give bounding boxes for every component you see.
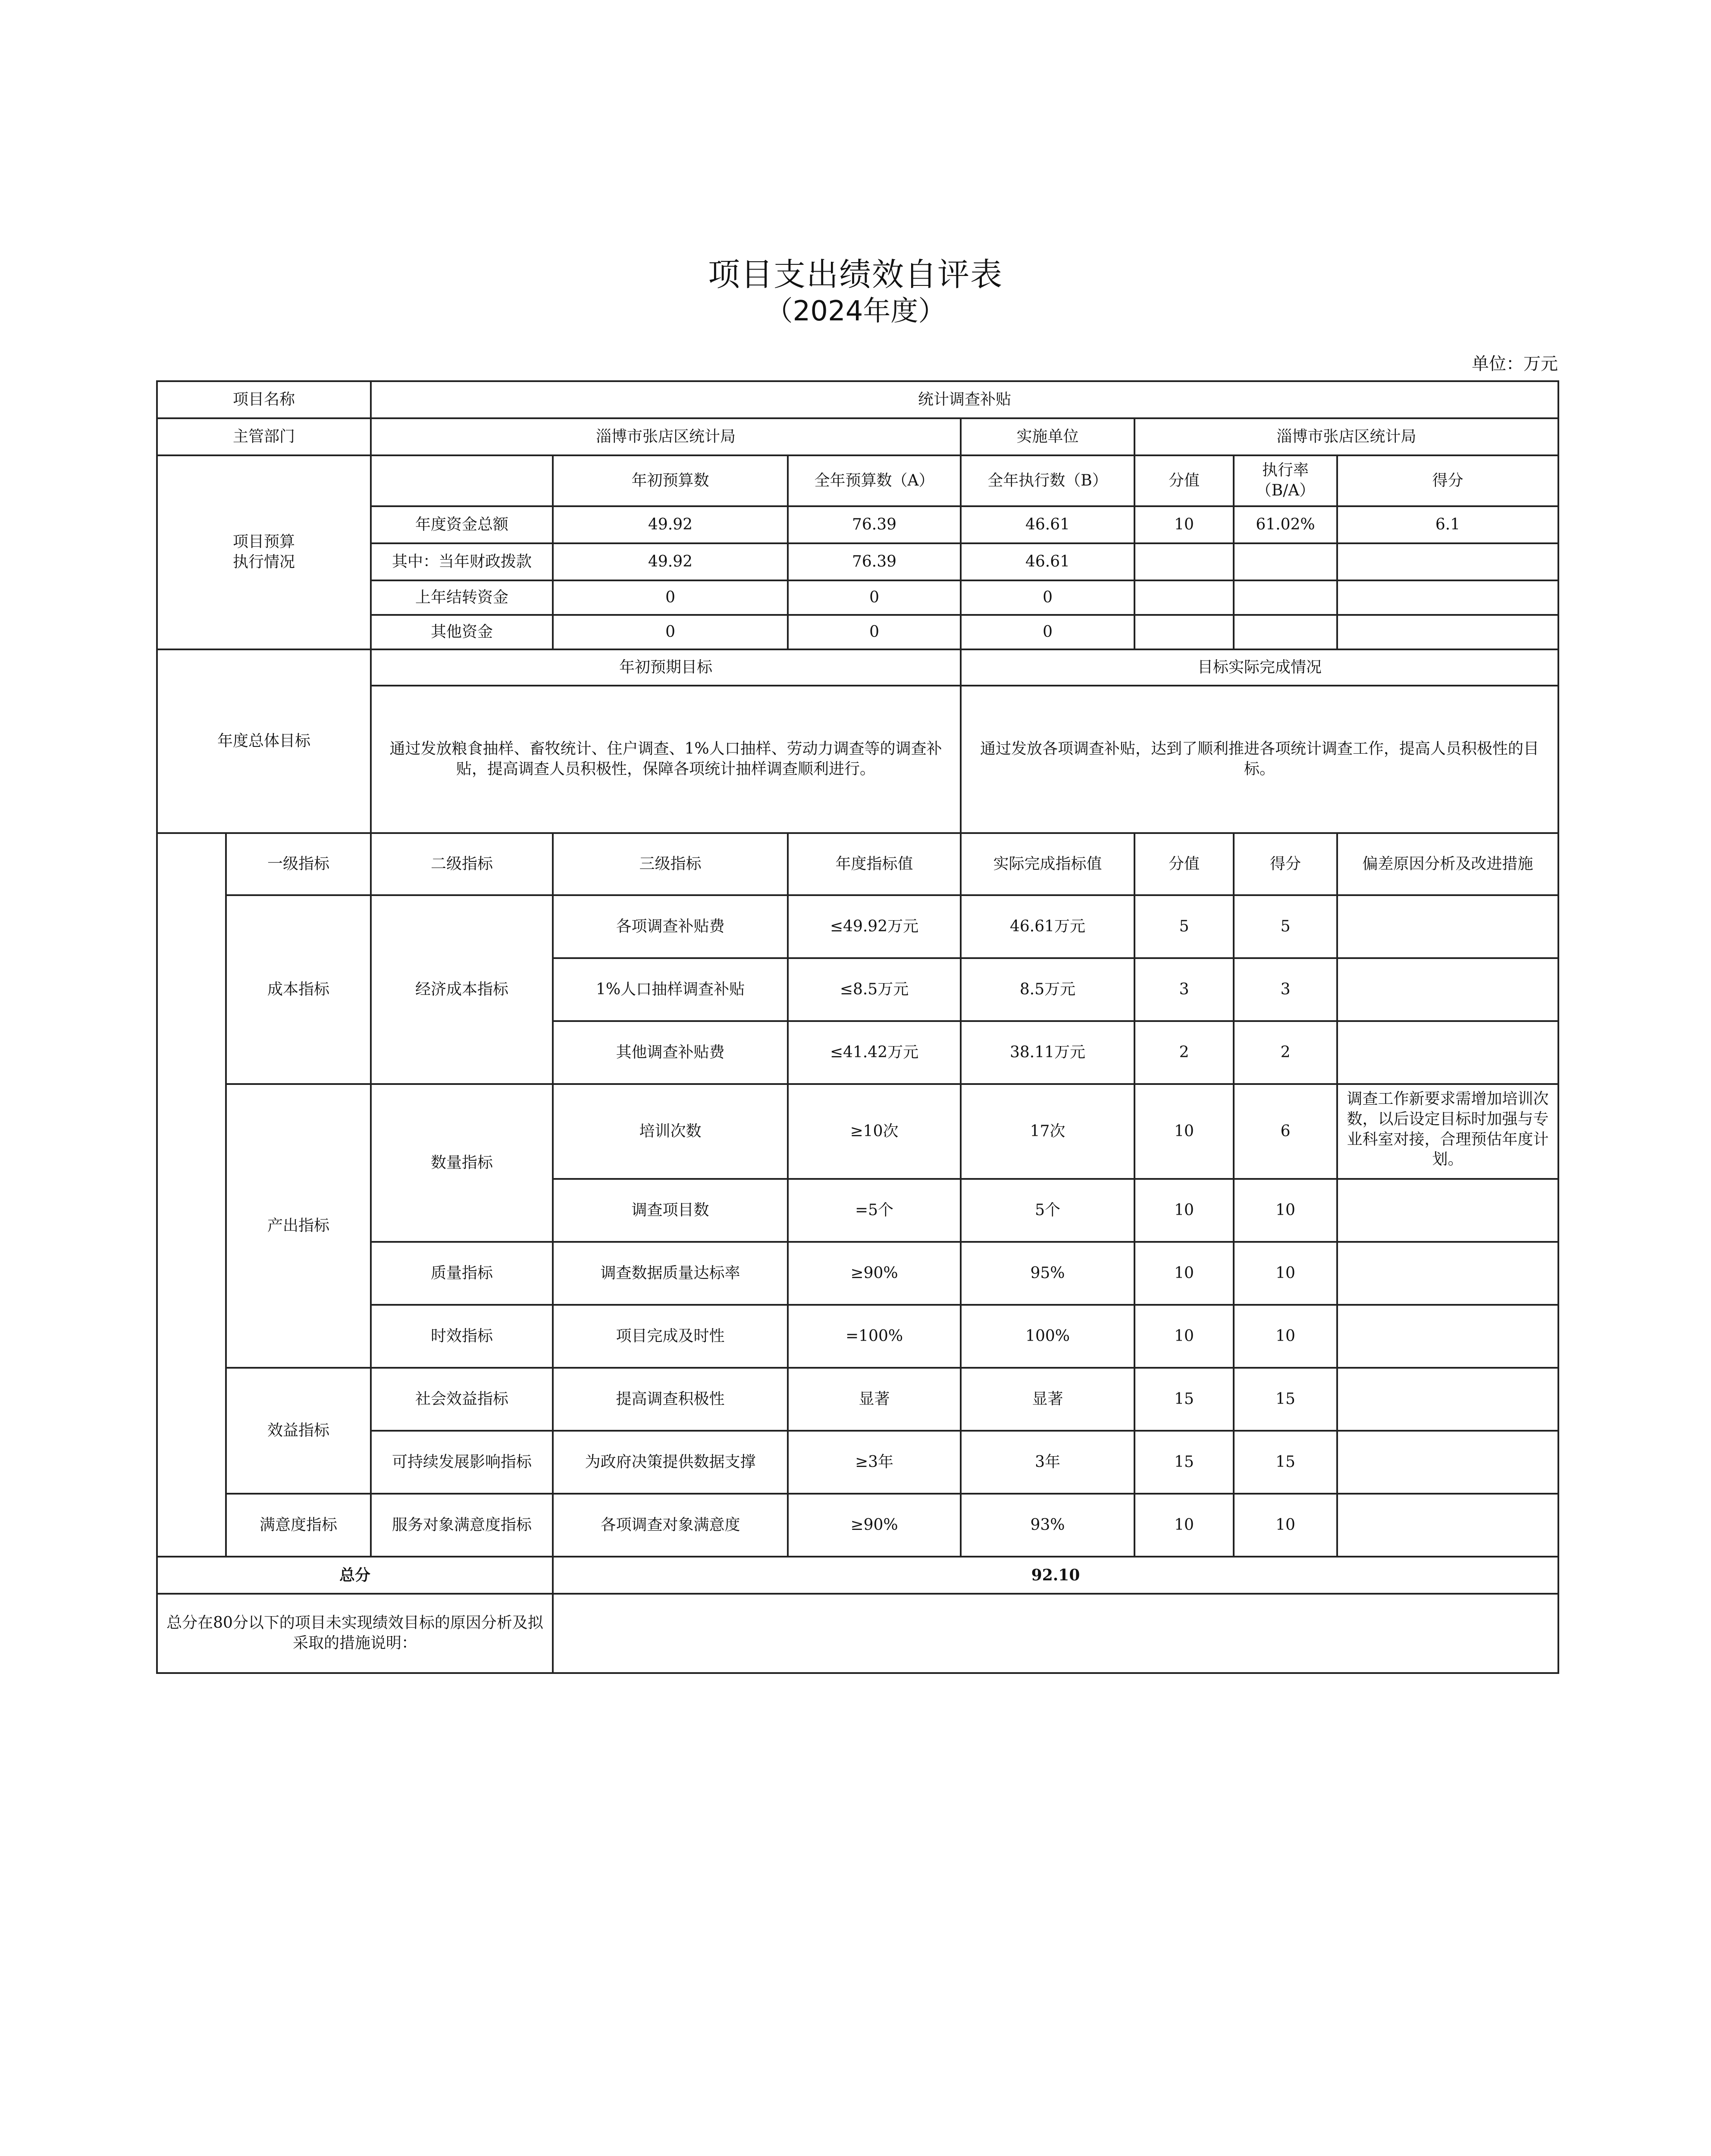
indicator-target: =100% xyxy=(788,1305,961,1368)
indicator-score: 5 xyxy=(1234,895,1337,958)
budget-header-rate: 执行率 （B/A） xyxy=(1234,455,1337,506)
budget-header-weight: 分值 xyxy=(1134,455,1234,506)
budget-row-exec: 0 xyxy=(961,580,1134,615)
budget-row-rate xyxy=(1234,580,1337,615)
budget-row-exec: 0 xyxy=(961,615,1134,649)
indicator-header-actual: 实际完成指标值 xyxy=(961,833,1134,895)
indicator-l1: 效益指标 xyxy=(226,1368,371,1494)
total-note-label: 总分在80分以下的项目未实现绩效目标的原因分析及拟采取的措施说明： xyxy=(157,1594,553,1673)
indicator-l2: 数量指标 xyxy=(371,1084,553,1242)
budget-row-label: 其中：当年财政拨款 xyxy=(371,543,553,580)
indicator-l1: 满意度指标 xyxy=(226,1494,371,1557)
indicator-target: ≥90% xyxy=(788,1494,961,1557)
indicator-note xyxy=(1337,1494,1558,1557)
goals-planned-header: 年初预期目标 xyxy=(371,649,961,686)
indicator-actual: 17次 xyxy=(961,1084,1134,1179)
indicator-header-l3: 三级指标 xyxy=(553,833,788,895)
budget-row-score xyxy=(1337,615,1558,649)
budget-header-blank xyxy=(371,455,553,506)
budget-row-initial: 0 xyxy=(553,615,788,649)
indicator-weight: 15 xyxy=(1134,1431,1234,1494)
project-name-value: 统计调查补贴 xyxy=(371,381,1558,418)
indicator-header-score: 得分 xyxy=(1234,833,1337,895)
indicator-target: =5个 xyxy=(788,1179,961,1242)
budget-row-label: 其他资金 xyxy=(371,615,553,649)
budget-row-weight xyxy=(1134,615,1234,649)
page-title: 项目支出绩效自评表 xyxy=(708,256,1003,293)
indicator-actual: 93% xyxy=(961,1494,1134,1557)
indicator-target: ≥3年 xyxy=(788,1431,961,1494)
indicator-l3: 各项调查补贴费 xyxy=(553,895,788,958)
indicator-l3: 1%人口抽样调查补贴 xyxy=(553,958,788,1021)
unit-label: 单位：万元 xyxy=(1472,354,1558,374)
evaluation-table xyxy=(156,380,1559,1674)
budget-header-exec: 全年执行数（B） xyxy=(961,455,1134,506)
indicator-header-l1: 一级指标 xyxy=(226,833,371,895)
impl-label: 实施单位 xyxy=(961,418,1134,455)
indicator-weight: 10 xyxy=(1134,1242,1234,1305)
indicator-header-note: 偏差原因分析及改进措施 xyxy=(1337,833,1558,895)
page-subtitle: （2024年度） xyxy=(765,295,946,327)
indicator-header-weight: 分值 xyxy=(1134,833,1234,895)
total-value: 92.10 xyxy=(553,1557,1558,1594)
indicator-l1: 成本指标 xyxy=(226,895,371,1084)
indicator-l1: 产出指标 xyxy=(226,1084,371,1368)
indicator-score: 3 xyxy=(1234,958,1337,1021)
goals-planned-text: 通过发放粮食抽样、畜牧统计、住户调查、1%人口抽样、劳动力调查等的调查补贴，提高调查人员积极性，保障各项统计抽样调查顺利进行。 xyxy=(371,686,961,833)
total-note-value xyxy=(553,1594,1558,1673)
indicator-l2: 社会效益指标 xyxy=(371,1368,553,1431)
budget-row-label: 上年结转资金 xyxy=(371,580,553,615)
indicator-actual: 100% xyxy=(961,1305,1134,1368)
indicator-header-l2: 二级指标 xyxy=(371,833,553,895)
indicator-actual: 5个 xyxy=(961,1179,1134,1242)
indicator-actual: 46.61万元 xyxy=(961,895,1134,958)
indicator-weight: 3 xyxy=(1134,958,1234,1021)
indicator-score: 10 xyxy=(1234,1494,1337,1557)
indicator-weight: 10 xyxy=(1134,1494,1234,1557)
budget-row-annual: 0 xyxy=(788,580,961,615)
budget-row-rate xyxy=(1234,543,1337,580)
indicator-score: 10 xyxy=(1234,1305,1337,1368)
budget-row-score xyxy=(1337,580,1558,615)
budget-row-annual: 0 xyxy=(788,615,961,649)
indicator-l2: 质量指标 xyxy=(371,1242,553,1305)
indicator-score: 10 xyxy=(1234,1242,1337,1305)
indicator-weight: 2 xyxy=(1134,1021,1234,1084)
indicator-header-target: 年度指标值 xyxy=(788,833,961,895)
indicator-l3: 各项调查对象满意度 xyxy=(553,1494,788,1557)
indicator-note xyxy=(1337,1242,1558,1305)
indicator-actual: 8.5万元 xyxy=(961,958,1134,1021)
indicator-l3: 项目完成及时性 xyxy=(553,1305,788,1368)
budget-row-score xyxy=(1337,543,1558,580)
indicator-l2: 时效指标 xyxy=(371,1305,553,1368)
indicator-l3: 调查项目数 xyxy=(553,1179,788,1242)
budget-row-weight xyxy=(1134,580,1234,615)
budget-row-annual: 76.39 xyxy=(788,543,961,580)
indicator-target: ≥90% xyxy=(788,1242,961,1305)
indicator-l3: 为政府决策提供数据支撑 xyxy=(553,1431,788,1494)
budget-row-label: 年度资金总额 xyxy=(371,506,553,543)
indicator-actual: 3年 xyxy=(961,1431,1134,1494)
total-label: 总分 xyxy=(157,1557,553,1594)
indicator-target: ≤8.5万元 xyxy=(788,958,961,1021)
indicator-note xyxy=(1337,1431,1558,1494)
dept-value: 淄博市张店区统计局 xyxy=(371,418,961,455)
indicator-side-cell xyxy=(157,833,226,1557)
budget-row-initial: 0 xyxy=(553,580,788,615)
indicator-target: ≤41.42万元 xyxy=(788,1021,961,1084)
goals-section-label: 年度总体目标 xyxy=(157,649,371,833)
indicator-l2: 服务对象满意度指标 xyxy=(371,1494,553,1557)
indicator-score: 2 xyxy=(1234,1021,1337,1084)
budget-row-weight xyxy=(1134,543,1234,580)
goals-actual-header: 目标实际完成情况 xyxy=(961,649,1558,686)
budget-section-label: 项目预算 执行情况 xyxy=(157,455,371,649)
indicator-score: 6 xyxy=(1234,1084,1337,1179)
indicator-note xyxy=(1337,1305,1558,1368)
indicator-note xyxy=(1337,1368,1558,1431)
budget-row-annual: 76.39 xyxy=(788,506,961,543)
indicator-score: 10 xyxy=(1234,1179,1337,1242)
goals-actual-text: 通过发放各项调查补贴，达到了顺利推进各项统计调查工作，提高人员积极性的目标。 xyxy=(961,686,1558,833)
budget-row-initial: 49.92 xyxy=(553,506,788,543)
indicator-actual: 95% xyxy=(961,1242,1134,1305)
indicator-note: 调查工作新要求需增加培训次数，以后设定目标时加强与专业科室对接，合理预估年度计划。 xyxy=(1337,1084,1558,1179)
indicator-l2: 可持续发展影响指标 xyxy=(371,1431,553,1494)
indicator-note xyxy=(1337,895,1558,958)
indicator-l3: 提高调查积极性 xyxy=(553,1368,788,1431)
indicator-score: 15 xyxy=(1234,1431,1337,1494)
dept-label: 主管部门 xyxy=(157,418,371,455)
indicator-target: ≤49.92万元 xyxy=(788,895,961,958)
budget-header-annual: 全年预算数（A） xyxy=(788,455,961,506)
budget-row-score: 6.1 xyxy=(1337,506,1558,543)
indicator-note xyxy=(1337,1179,1558,1242)
indicator-target: 显著 xyxy=(788,1368,961,1431)
project-name-label: 项目名称 xyxy=(157,381,371,418)
indicator-l3: 其他调查补贴费 xyxy=(553,1021,788,1084)
indicator-target: ≥10次 xyxy=(788,1084,961,1179)
indicator-weight: 15 xyxy=(1134,1368,1234,1431)
indicator-weight: 10 xyxy=(1134,1084,1234,1179)
budget-header-initial: 年初预算数 xyxy=(553,455,788,506)
budget-row-initial: 49.92 xyxy=(553,543,788,580)
indicator-weight: 10 xyxy=(1134,1179,1234,1242)
budget-row-exec: 46.61 xyxy=(961,543,1134,580)
indicator-weight: 5 xyxy=(1134,895,1234,958)
budget-row-rate xyxy=(1234,615,1337,649)
budget-header-score: 得分 xyxy=(1337,455,1558,506)
indicator-weight: 10 xyxy=(1134,1305,1234,1368)
budget-row-rate: 61.02% xyxy=(1234,506,1337,543)
indicator-l3: 调查数据质量达标率 xyxy=(553,1242,788,1305)
indicator-actual: 显著 xyxy=(961,1368,1134,1431)
indicator-l3: 培训次数 xyxy=(553,1084,788,1179)
budget-row-weight: 10 xyxy=(1134,506,1234,543)
indicator-note xyxy=(1337,958,1558,1021)
impl-value: 淄博市张店区统计局 xyxy=(1134,418,1558,455)
indicator-l2: 经济成本指标 xyxy=(371,895,553,1084)
budget-row-exec: 46.61 xyxy=(961,506,1134,543)
indicator-note xyxy=(1337,1021,1558,1084)
indicator-actual: 38.11万元 xyxy=(961,1021,1134,1084)
indicator-score: 15 xyxy=(1234,1368,1337,1431)
